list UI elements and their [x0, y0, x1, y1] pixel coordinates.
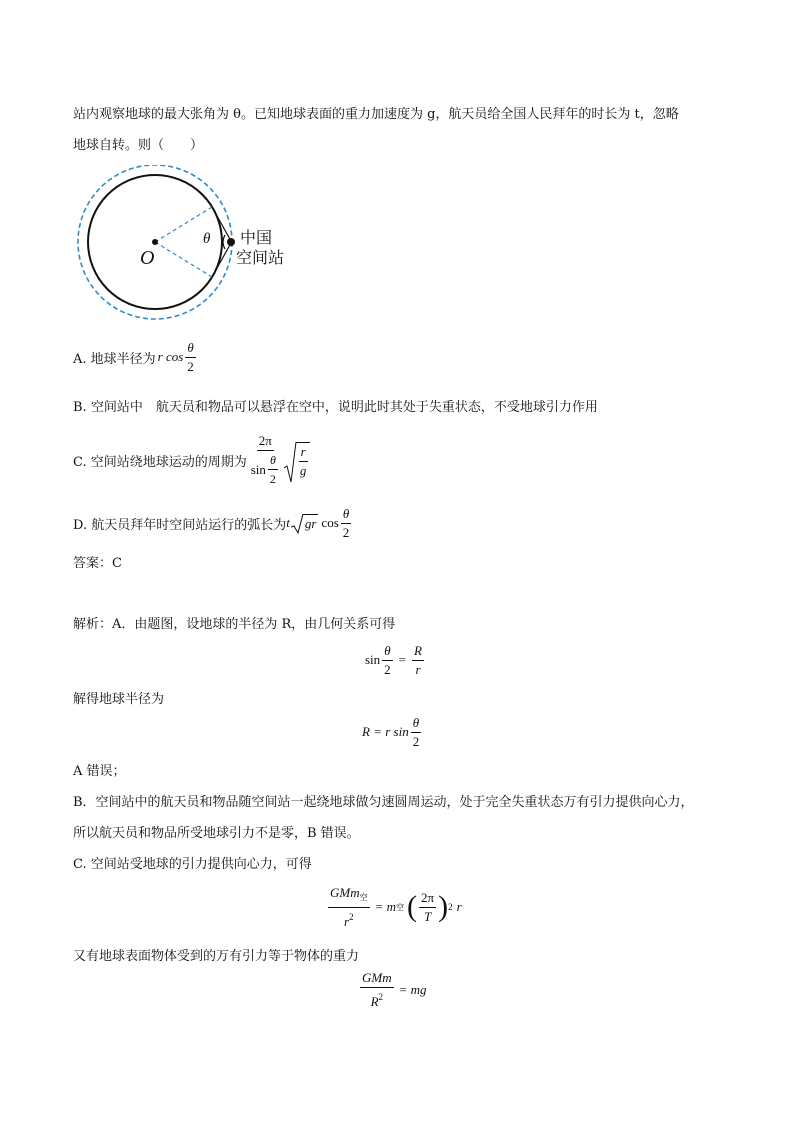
option-a-fraction-num: θ: [185, 340, 195, 358]
option-c-rad-fraction: [298, 444, 309, 479]
equation-3-pow: 2: [448, 902, 453, 912]
equation-1-left-den: 2: [384, 661, 391, 677]
equation-3-lparen: (: [407, 890, 418, 923]
option-b: B. 空间站中 航天员和物品可以悬浮在空中，说明此时其处于失重状态，不受地球引力作用: [73, 400, 598, 415]
option-a-fraction-den: 2: [187, 358, 194, 374]
option-d-fraction-den: 2: [342, 524, 350, 540]
equation-1-fn: sin: [365, 652, 381, 667]
equation-3-rparen: ): [438, 890, 449, 923]
option-a-fraction: [185, 340, 196, 375]
b-analysis-line-1: B．空间站中的航天员和物品随空间站一起绕地球做匀速圆周运动，处于完全失重状态万有引力提供向心力，: [73, 795, 694, 810]
again-line: 又有地球表面物体受到的万有引力等于物体的重力: [73, 949, 360, 964]
equation-3-inner-fraction: [419, 890, 436, 925]
option-c-den-fraction: [268, 452, 278, 487]
solve-label: 解得地球半径为: [73, 692, 165, 707]
orbit-figure: [70, 165, 310, 325]
equation-1-right-num: R: [412, 643, 424, 661]
equation-1-left-fraction: [382, 643, 393, 678]
option-c-rad-num: r: [299, 444, 308, 462]
equation-2-fraction: [411, 715, 422, 750]
option-c: [73, 428, 310, 492]
equation-4-rhs: = mg: [398, 982, 427, 997]
equation-3-den-sup: 2: [349, 911, 354, 922]
equation-3-num: GMm: [330, 884, 360, 900]
equation-3-mid: = m: [374, 899, 397, 914]
equation-3-num-wrap: [328, 885, 370, 908]
equation-1-right-den: r: [415, 661, 421, 677]
equation-3-num-sub: 空: [359, 892, 368, 902]
answer-label: 答案：C: [73, 556, 122, 571]
option-a-expr: r cos: [157, 349, 184, 364]
option-d: [73, 503, 353, 543]
station-label-line-2: 空间站: [236, 248, 285, 267]
option-d-pre: t: [286, 515, 290, 530]
center-label: O: [140, 247, 155, 269]
option-d-fraction: [341, 506, 352, 541]
c-analysis-line: C. 空间站受地球的引力提供向心力，可得: [73, 857, 312, 872]
question-line-1: 站内观察地球的最大张角为 θ。已知地球表面的重力加速度为 g，航天员给全国人民拜年的时长为 t，忽略: [73, 107, 679, 122]
equation-1-equals: =: [398, 652, 407, 667]
equation-4: [358, 968, 427, 1012]
equation-3-fraction: [328, 885, 370, 930]
option-d-fraction-num: θ: [341, 506, 351, 524]
equation-2-lhs: R = r sin: [362, 724, 409, 739]
equation-2-den: 2: [412, 733, 420, 749]
equation-3-tail: r: [456, 899, 462, 914]
equation-3-inner-num: 2π: [419, 890, 436, 908]
equation-3-den: r: [344, 913, 350, 929]
equation-1-left-num: θ: [382, 643, 392, 661]
space-station-point: [227, 238, 235, 246]
equation-4-fraction: [360, 970, 394, 1010]
option-c-den-num: θ: [268, 452, 278, 470]
equation-1: [365, 638, 426, 682]
equation-4-den-wrap: [369, 988, 385, 1010]
equation-2: [362, 710, 423, 754]
equation-1-right-fraction: [412, 643, 424, 678]
analysis-intro: 解析：A．由题图，设地球的半径为 R，由几何关系可得: [73, 617, 396, 632]
equation-3-m-sub: 空: [396, 902, 405, 912]
option-a: [73, 337, 198, 377]
option-d-text: D. 航天员拜年时空间站运行的弧长为: [73, 517, 287, 533]
equation-4-den: R: [370, 994, 379, 1009]
option-d-radicand: gr: [304, 516, 317, 531]
option-d-fn: cos: [321, 515, 339, 530]
equation-3-inner-den: T: [423, 908, 432, 924]
option-c-fraction: [249, 433, 282, 487]
equation-4-den-sup: 2: [378, 992, 384, 1002]
option-a-text: A. 地球半径为: [73, 351, 156, 367]
equation-3: [326, 880, 462, 934]
option-c-rad-den: g: [299, 462, 307, 478]
option-c-sqrt: [284, 442, 311, 479]
option-d-sqrt: [291, 514, 319, 532]
option-c-fraction-num: 2π: [257, 433, 274, 451]
question-line-2: 地球自转。则（ ）: [73, 138, 204, 153]
option-c-radicand: [296, 442, 311, 479]
option-c-text: C. 空间站绕地球运动的周期为: [73, 454, 247, 470]
angle-arc: [223, 235, 225, 249]
center-point: [152, 239, 158, 245]
option-c-den-den: 2: [269, 472, 276, 486]
b-analysis-line-2: 所以航天员和物品所受地球引力不是零，B 错误。: [73, 826, 360, 841]
equation-3-den-wrap: [342, 908, 356, 930]
angle-label: θ: [203, 231, 211, 247]
station-label-line-1: 中国: [240, 228, 273, 247]
equation-4-num: GMm: [360, 970, 394, 988]
equation-2-num: θ: [411, 715, 421, 733]
option-c-den-fn: sin: [250, 461, 266, 477]
a-wrong: A 错误；: [73, 764, 126, 779]
option-c-fraction-den: [249, 451, 282, 487]
